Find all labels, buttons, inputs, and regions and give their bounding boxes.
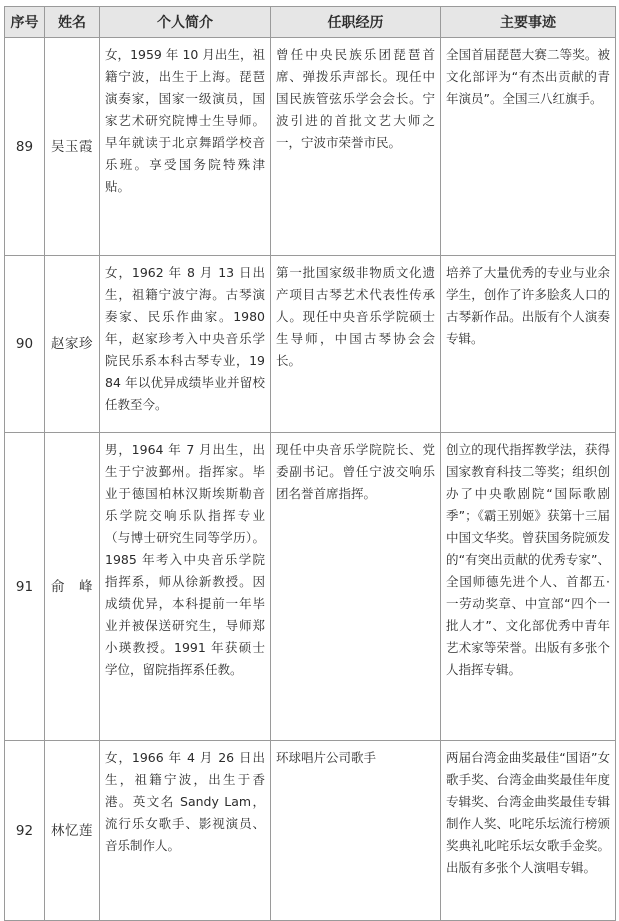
row-profile: 男，1964 年 7 月出生，出生于宁波鄞州。指挥家。毕业于德国柏林汉斯埃斯勒音乐学院交响乐队指挥专业（与博士研究生同等学历）。1985 年考入中央音乐学院指挥系，师从徐新教授。因成绩优异，本科提前一年毕业并被保送研究生，导师郑小瑛教授。1991 年获硕士学位，留院指挥系任教。 — [100, 433, 271, 741]
row-name: 俞 峰 — [45, 433, 100, 741]
row-number: 90 — [5, 256, 45, 433]
row-achievements: 创立的现代指挥教学法，获得国家教育科技二等奖；组织创办了中央歌剧院“国际歌剧季”；《霸王别姬》获第十三届中国文华奖。曾获国务院颁发的“有突出贡献的优秀专家”、全国师德先进个人、首都五·一劳动奖章、中宣部“四个一批人才”、文化部优秀中青年艺术家等荣誉。出版有多张个人指挥专辑。 — [441, 433, 616, 741]
row-profile: 女，1959 年 10 月出生，祖籍宁波，出生于上海。琵琶演奏家，国家一级演员，国家艺术研究院博士生导师。早年就读于北京舞蹈学校音乐班。享受国务院特殊津贴。 — [100, 38, 271, 256]
row-number: 89 — [5, 38, 45, 256]
row-experience: 环球唱片公司歌手 — [271, 741, 441, 921]
row-profile: 女，1966 年 4 月 26 日出生，祖籍宁波，出生于香港。英文名 Sandy Lam，流行乐女歌手、影视演员、音乐制作人。 — [100, 741, 271, 921]
header-experience: 任职经历 — [271, 7, 441, 38]
table-row — [5, 256, 616, 433]
row-experience: 现任中央音乐学院院长、党委副书记。曾任宁波交响乐团名誉首席指挥。 — [271, 433, 441, 741]
header-row — [5, 7, 616, 38]
header-achievements: 主要事迹 — [441, 7, 616, 38]
row-achievements: 全国首届琵琶大赛二等奖。被文化部评为“有杰出贡献的青年演员”。全国三八红旗手。 — [441, 38, 616, 256]
biography-table — [4, 6, 616, 921]
row-experience: 曾任中央民族乐团琵琶首席、弹拨乐声部长。现任中国民族管弦乐学会会长。宁波引进的首批文艺大师之一，宁波市荣誉市民。 — [271, 38, 441, 256]
row-number: 92 — [5, 741, 45, 921]
table-row — [5, 741, 616, 921]
table-row — [5, 38, 616, 256]
row-name: 林忆莲 — [45, 741, 100, 921]
row-name: 吴玉霞 — [45, 38, 100, 256]
row-achievements: 两届台湾金曲奖最佳“国语”女歌手奖、台湾金曲奖最佳年度专辑奖、台湾金曲奖最佳专辑制作人奖、叱咤乐坛流行榜颁奖典礼叱咤乐坛女歌手金奖。出版有多张个人演唱专辑。 — [441, 741, 616, 921]
row-number: 91 — [5, 433, 45, 741]
header-name: 姓名 — [45, 7, 100, 38]
row-achievements: 培养了大量优秀的专业与业余学生，创作了许多脍炙人口的古琴新作品。出版有个人演奏专辑。 — [441, 256, 616, 433]
row-name: 赵家珍 — [45, 256, 100, 433]
row-experience: 第一批国家级非物质文化遗产项目古琴艺术代表性传承人。现任中央音乐学院硕士生导师，中国古琴协会会长。 — [271, 256, 441, 433]
row-profile: 女，1962 年 8 月 13 日出生，祖籍宁波宁海。古琴演奏家、民乐作曲家。1980 年，赵家珍考入中央音乐学院民乐系本科古琴专业，1984 年以优异成绩毕业并留校任教至今。 — [100, 256, 271, 433]
table-header — [5, 7, 616, 38]
table-body — [5, 38, 616, 921]
table-row — [5, 433, 616, 741]
header-profile: 个人简介 — [100, 7, 271, 38]
header-number: 序号 — [5, 7, 45, 38]
